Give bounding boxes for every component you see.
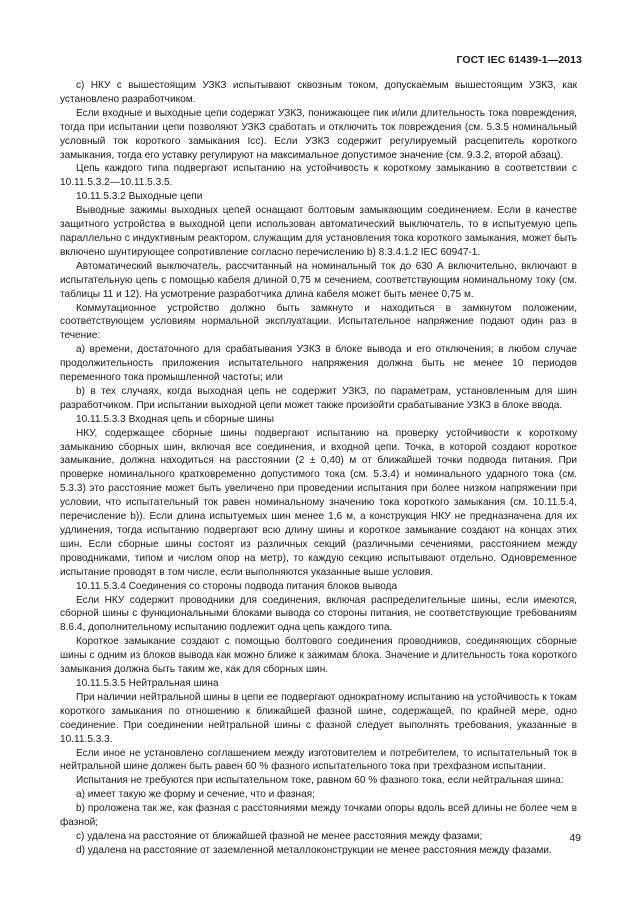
list-item: b) проложена так же, как фазная с расстояниями между точками опоры вдоль всей длины не более чем в фазной; — [60, 803, 577, 829]
section-heading: 10.11.5.3.2 Выходные цепи — [76, 191, 203, 203]
paragraph: Испытания не требуются при испытательном токе, равном 60 % фазного тока, если нейтральная шина: — [76, 775, 564, 787]
paragraph: Если иное не установлено соглашением между изготовителем и потребителем, то испытательный ток в нейтральной шине должен быть равен 60 % фазного испытательного тока при трехфазном испытании. — [60, 747, 577, 773]
section-heading: 10.11.5.3.3 Входная цепь и сборные шины — [76, 413, 274, 425]
paragraph: Цепь каждого типа подвергают испытанию на устойчивость к короткому замыканию в соответствии с 10.11.5.3.2—10.11.5.3.5. — [60, 163, 577, 189]
paragraph: При наличии нейтральной шины в цепи ее подвергают однократному испытанию на устойчивость к токам короткого замыкания по отношению к ближайшей фазной шине, содержащей, по крайней мере, одно соединение. При соединении нейтральной шины с фазной следует выполнять требования, указанные в 10.11.5.3.3. — [60, 691, 577, 745]
section-heading: 10.11.5.3.5 Нейтральная шина — [76, 677, 219, 689]
section-heading: 10.11.5.3.4 Соединения со стороны подвода питания блоков вывода — [76, 580, 398, 592]
paragraph: с) НКУ с вышестоящим УЗКЗ испытывают сквозным током, допускаемым вышестоящим УЗКЗ, как установлено разработчиком. — [60, 80, 577, 105]
list-item: а) времени, достаточного для срабатывания УЗКЗ в блоке вывода и его отключения; в любом случае продолжительность приложения испытательного напряжения должна быть не менее 10 периодов переменного тока промышленной частоты; или — [60, 344, 577, 384]
page-number: 49 — [569, 832, 581, 844]
paragraph: Короткое замыкание создают с помощью болтового соединения проводников, соединяющих сборные шины с одним из блоков вывода как можно ближе к зажимам блока. Значение и длительность тока короткого замыкания должна быть таким же, как для сборных шин. — [60, 636, 577, 676]
paragraph: Если входные и выходные цепи содержат УЗКЗ, понижающее пик и/или длительность тока повреждения, тогда при испытании цепи позволяют УЗКЗ сработать и отключить ток повреждения (см. 5.3.5 номинальный условный ток короткого замыкания Icc). Если УЗКЗ содержит регулируемый расцепитель короткого замыкания, тогда его уставку регулируют на максимальное допустимое значение (см. 9.3.2, второй абзац). — [60, 107, 577, 161]
paragraph: Выводные зажимы выходных цепей оснащают болтовым замыкающим соединением. Если в качестве защитного устройства в выходной цепи использован автоматический выключатель, то в испытуемую цепь параллельно с индуктивным реактором, служащим для установления тока короткого замыкания, может быть включено шунтирующее сопротивление согласно перечислению b) 8.3.4.1.2 IEC 60947-1. — [60, 205, 577, 258]
paragraph: Коммутационное устройство должно быть замкнуто и находиться в замкнутом положении, соответствующем условиям нормальной эксплуатации. Испытательное напряжение подают один раз в течение: — [60, 302, 577, 342]
standard-designation: ГОСТ IEC 61439-1—2013 — [456, 54, 582, 66]
list-item: а) имеет такую же форму и сечение, что и фазная; — [76, 789, 315, 801]
list-item: d) удалена на расстояние от заземленной металлоконструкции не менее расстояния между фазами. — [76, 844, 552, 856]
list-item: с) удалена на расстояние от ближайшей фазной не менее расстояния между фазами; — [76, 830, 483, 842]
paragraph: Если НКУ содержит проводники для соединения, включая распределительные шины, если имеются, сборной шины с функциональными блоками вывода со стороны питания, не соответствующие требованиям 8.6.4, дополнительному испытанию подлежит одна цепь каждого типа. — [60, 594, 577, 634]
paragraph: Автоматический выключатель, рассчитанный на номинальный ток до 630 А включительно, включают в испытательную цепь с помощью кабеля длиной 0,75 м сечением, соответствующим номинальному току (см. таблицы 11 и 12). На усмотрение разработчика длина кабеля может быть менее 0,75 м. — [60, 260, 577, 300]
list-item: b) в тех случаях, когда выходная цепь не содержит УЗКЗ, по параметрам, установленным для шин разработчиком. При испытании выходной цепи может также произойти срабатывание УЗКЗ в блоке ввода. — [60, 385, 577, 411]
document-body — [60, 79, 577, 858]
paragraph: НКУ, содержащее сборные шины подвергают испытанию на проверку устойчивости к короткому замыканию сборных шин, включая все соединения, и входной цепи. Точка, в которой создают короткое замыкание, должна находиться на расстоянии (2 ± 0,40) м от ближайшей точки подвода питания. При проверке номинального кратковременно допустимого тока (см. 5.3.4) и номинального ударного тока (см. 5.3.3) это расстояние может быть увеличено при проведении испытания при более низком напряжении при условии, что испытательный ток равен номинальному значению тока короткого замыкания (см. 10.11.5.4, перечисление b)). Если длина испытуемых шин менее 1,6 м, а конструкция НКУ не предназначена для их удлинения, тогда испытанию подвергают всю длину шины и короткое замыкание создают на концах этих шин. Если сборные шины состоят из различных секций (различными сечениями, расстоянием между проводниками, типом и числом опор на метр), то каждую секцию испытывают отдельно. Одновременное испытание проводят в том числе, если выполняются указанные выше условия. — [60, 427, 577, 578]
